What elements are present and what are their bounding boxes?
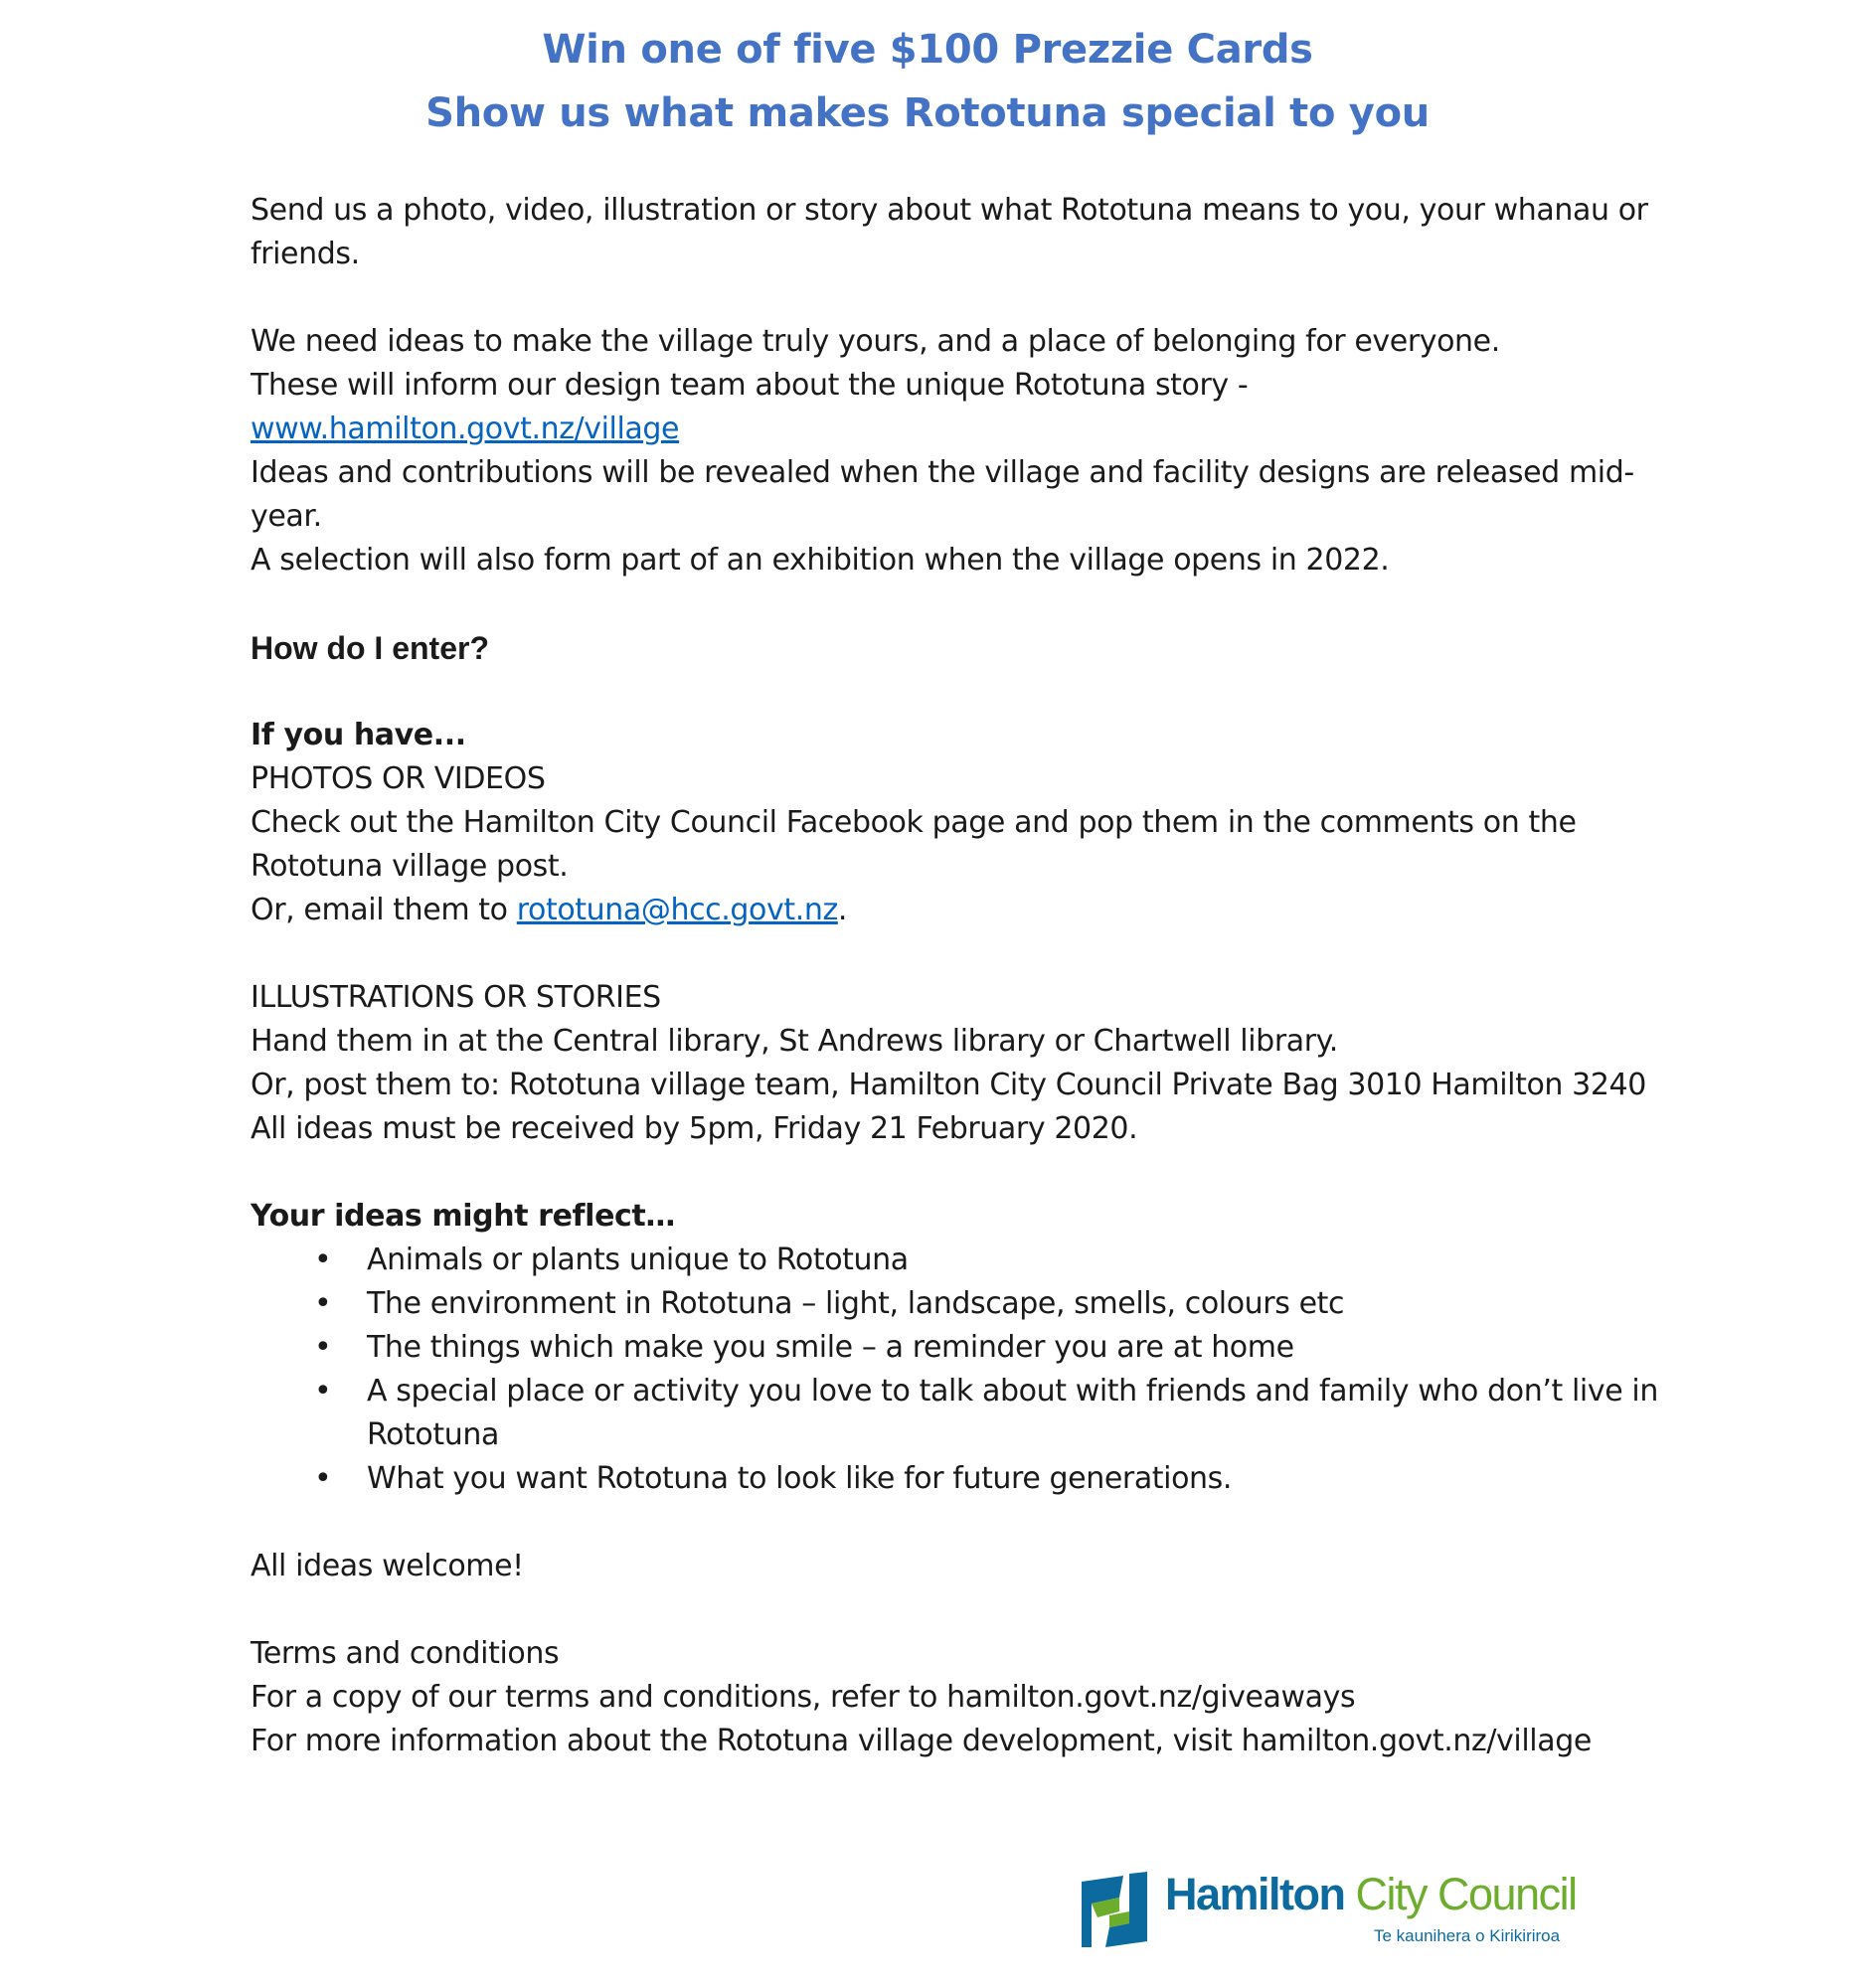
hamilton-city-council-logo	[1078, 1867, 1634, 1956]
email-suffix: .	[837, 893, 847, 927]
list-item: • The environment in Rototuna – light, landscape, smells, colours etc	[251, 1282, 1662, 1326]
reveal-text: Ideas and contributions will be revealed when the village and facility designs are released mid-year.	[251, 455, 1634, 534]
logo-wordmark: Hamilton City Council	[1165, 1869, 1577, 1919]
bullet-icon: •	[314, 1286, 332, 1321]
list-item: • A special place or activity you love to talk about with friends and family who don’t live in Rototuna	[251, 1370, 1662, 1457]
list-item: • The things which make you smile – a reminder you are at home	[251, 1326, 1662, 1370]
ideas-list	[251, 1239, 1662, 1501]
facebook-instructions: Check out the Hamilton City Council Facebook page and pop them in the comments on the Rototuna village post.	[251, 805, 1577, 884]
village-website-link[interactable]: www.hamilton.govt.nz/village	[251, 412, 680, 446]
poster-title: Win one of five $100 Prezzie Cards	[542, 27, 1313, 73]
intro-paragraph: Send us a photo, video, illustration or story about what Rototuna means to you, your whanau or friends.	[251, 193, 1648, 271]
poster-subtitle: Show us what makes Rototuna special to you	[425, 90, 1430, 136]
library-instructions: Hand them in at the Central library, St Andrews library or Chartwell library.	[251, 1024, 1338, 1059]
ideas-needed-text: We need ideas to make the village truly yours, and a place of belonging for everyone.	[251, 324, 1500, 359]
email-link[interactable]: rototuna@hcc.govt.nz	[516, 893, 838, 927]
exhibition-text: A selection will also form part of an exhibition when the village opens in 2022.	[251, 543, 1390, 578]
hcc-logo-icon	[1078, 1872, 1151, 1951]
illustrations-label: ILLUSTRATIONS OR STORIES	[251, 980, 661, 1015]
list-item: • Animals or plants unique to Rototuna	[251, 1239, 1662, 1282]
bullet-icon: •	[314, 1330, 332, 1365]
list-item: • What you want Rototuna to look like for future generations.	[251, 1457, 1662, 1501]
closing-text: All ideas welcome!	[251, 1549, 524, 1583]
more-info-line: For more information about the Rototuna village development, visit hamilton.govt.nz/village	[251, 1724, 1592, 1758]
if-you-have-heading: If you have...	[251, 718, 466, 752]
bullet-icon: •	[314, 1461, 332, 1496]
photos-label: PHOTOS OR VIDEOS	[251, 761, 546, 796]
logo-tagline: Te kaunihera o Kirikiriroa	[1374, 1926, 1561, 1945]
bullet-icon: •	[314, 1374, 332, 1408]
deadline-text: All ideas must be received by 5pm, Friday 21 February 2020.	[251, 1111, 1138, 1146]
email-prefix: Or, email them to	[251, 893, 517, 927]
design-team-text: These will inform our design team about the unique Rototuna story -	[251, 368, 1249, 403]
bullet-icon: •	[314, 1242, 332, 1277]
how-to-enter-heading: How do I enter?	[251, 630, 489, 666]
terms-heading: Terms and conditions	[251, 1636, 560, 1671]
terms-line: For a copy of our terms and conditions, refer to hamilton.govt.nz/giveaways	[251, 1680, 1356, 1715]
ideas-heading: Your ideas might reflect…	[251, 1199, 675, 1234]
email-line	[251, 889, 1662, 932]
post-instructions: Or, post them to: Rototuna village team, Hamilton City Council Private Bag 3010 Hamilton 3240	[251, 1068, 1646, 1102]
document-body	[251, 189, 1662, 1763]
